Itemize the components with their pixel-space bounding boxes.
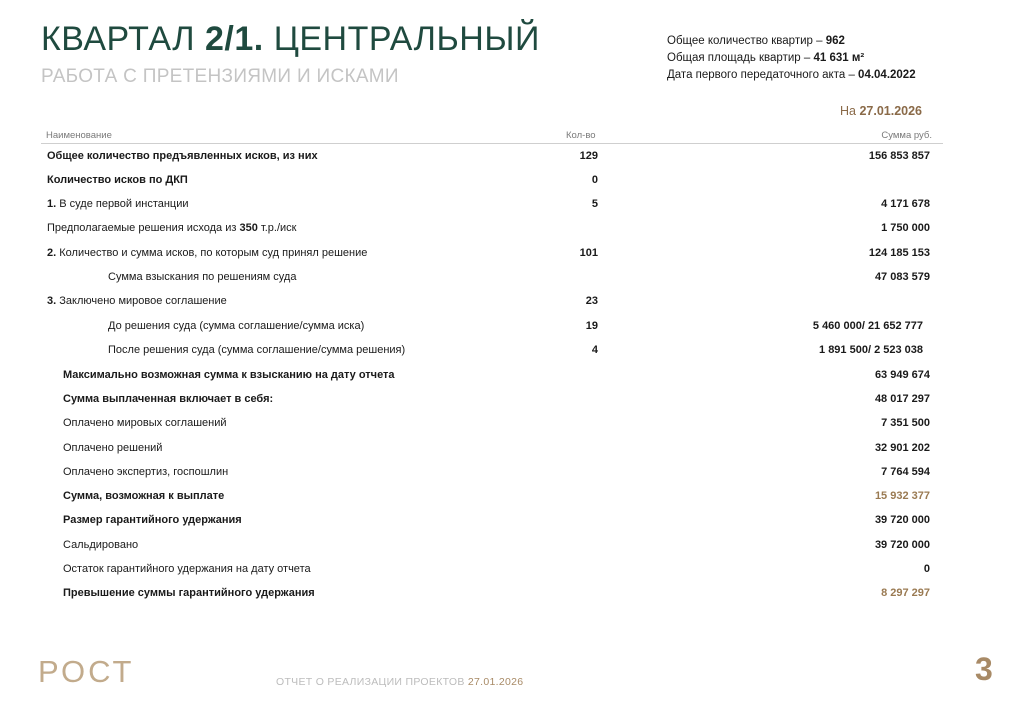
table-row-paid-expertise: Оплачено экспертиз, госпошлин 7 764 594 — [63, 466, 930, 478]
table-row-first-instance: 1. В суде первой инстанции 5 4 171 678 — [47, 198, 930, 210]
table-row-after-decision: После решения суда (сумма соглашение/сумма решения) 4 1 891 500/ 2 523 038 — [108, 344, 923, 356]
table-row-retention-excess: Превышение суммы гарантийного удержания 8 297 297 — [63, 587, 930, 599]
footer-report-label: ОТЧЕТ О РЕАЛИЗАЦИИ ПРОЕКТОВ 27.01.2026 — [276, 676, 524, 688]
summary-act-date: Дата первого передаточного акта – 04.04.2022 — [667, 69, 916, 81]
logo-text: РОСТ — [38, 658, 135, 686]
table-row-guarantee-retention: Размер гарантийного удержания 39 720 000 — [63, 514, 930, 526]
project-summary — [667, 33, 916, 84]
summary-apartments: Общее количество квартир – 962 — [667, 35, 845, 47]
column-header-name: Наименование — [46, 130, 112, 141]
company-logo — [38, 658, 160, 686]
page-title — [41, 20, 540, 59]
title-part-2: 2/1. — [205, 20, 264, 58]
column-header-sum: Сумма руб. — [881, 130, 932, 141]
footer-report-date: 27.01.2026 — [467, 676, 524, 688]
table-header — [41, 129, 943, 144]
summary-act-date-value: 04.04.2022 — [858, 69, 916, 81]
table-row-settlement: 3. Заключено мировое соглашение 23 — [47, 295, 598, 307]
table-row-retention-balance: Остаток гарантийного удержания на дату отчета 0 — [63, 563, 930, 575]
summary-apartments-value: 962 — [825, 35, 845, 47]
table-row-recovery-sum: Сумма взыскания по решениям суда 47 083 579 — [108, 271, 930, 283]
column-header-qty: Кол-во — [566, 130, 596, 141]
as-of-date: На 27.01.2026 — [839, 104, 922, 118]
table-row-total-claims: Общее количество предъявленных исков, из них 129 156 853 857 — [47, 150, 930, 162]
table-row-paid-decisions: Оплачено решений 32 901 202 — [63, 442, 930, 454]
title-part-1: КВАРТАЛ — [41, 20, 196, 58]
table-row-netted: Сальдировано 39 720 000 — [63, 539, 930, 551]
page-number: 3 — [975, 651, 993, 687]
table-row-before-decision: До решения суда (сумма соглашение/сумма иска) 19 5 460 000/ 21 652 777 — [108, 320, 923, 332]
table-row-court-decisions: 2. Количество и сумма исков, по которым суд принял решение 101 124 185 153 — [47, 247, 930, 259]
summary-area-value: 41 631 м² — [813, 52, 865, 64]
table-row-dkp-claims: Количество исков по ДКП 0 — [47, 174, 598, 186]
table-row-paid-settlements: Оплачено мировых соглашений 7 351 500 — [63, 417, 930, 429]
summary-area: Общая площадь квартир – 41 631 м² — [667, 52, 865, 64]
title-part-3: ЦЕНТРАЛЬНЫЙ — [273, 20, 540, 58]
page-subtitle: РАБОТА С ПРЕТЕНЗИЯМИ И ИСКАМИ — [41, 66, 399, 87]
table-row-paid-total: Сумма выплаченная включает в себя: 48 017 297 — [63, 393, 930, 405]
table-row-max-recovery: Максимально возможная сумма к взысканию на дату отчета 63 949 674 — [63, 369, 930, 381]
as-of-date-value: 27.01.2026 — [859, 104, 922, 118]
table-row-expected-decisions: Предполагаемые решения исхода из 350 т.р./иск 1 750 000 — [47, 222, 930, 234]
table-row-possible-payout: Сумма, возможная к выплате 15 932 377 — [63, 490, 930, 502]
